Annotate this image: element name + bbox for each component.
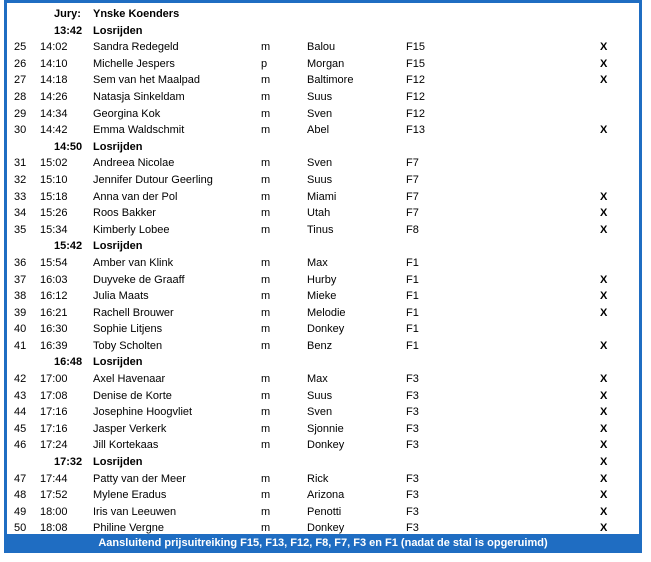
horse-name: Sven: [307, 157, 333, 170]
section-time: 14:50: [54, 140, 83, 153]
rider-name: Patty van der Meer: [93, 472, 186, 485]
section-label: Losrijden: [93, 356, 143, 369]
rider-number: 46: [14, 439, 27, 452]
mark-cell: X: [600, 57, 608, 70]
category-cell: m: [261, 505, 271, 518]
rider-number: 44: [14, 406, 27, 419]
rider-number: 28: [14, 90, 27, 103]
class-cell: F3: [406, 439, 419, 452]
mark-cell: X: [600, 422, 608, 435]
section-label: Losrijden: [93, 456, 143, 469]
start-time: 16:21: [40, 306, 68, 319]
jury-label: Jury:: [54, 8, 81, 20]
start-time: 15:54: [40, 256, 68, 269]
rider-number: 37: [14, 273, 27, 286]
start-time: 17:08: [40, 389, 68, 402]
horse-name: Suus: [307, 389, 333, 402]
rider-number: 50: [14, 522, 27, 535]
section-time: 15:42: [54, 240, 83, 253]
footer-banner: Aansluitend prijsuitreiking F15, F13, F12, F8, F7, F3 en F1 (nadat de stal is opgeruimd): [4, 534, 642, 553]
table-row: [14, 172, 646, 189]
rider-name: Andreea Nicolae: [93, 157, 175, 170]
horse-name: Sven: [307, 107, 333, 120]
rider-name: Michelle Jespers: [93, 57, 175, 70]
mark-cell: X: [600, 439, 608, 452]
mark-cell: X: [600, 190, 608, 203]
start-time: 16:39: [40, 339, 68, 352]
table-row: [14, 106, 646, 123]
section-header-row: [14, 139, 646, 156]
mark-cell: X: [600, 406, 608, 419]
horse-name: Hurby: [307, 273, 337, 286]
mark-cell: X: [600, 489, 608, 502]
table-row: [14, 487, 646, 504]
class-cell: F7: [406, 173, 419, 186]
table-row: [14, 305, 646, 322]
rider-name: Denise de Korte: [93, 389, 172, 402]
table-row: [14, 222, 646, 239]
start-time: 16:03: [40, 273, 68, 286]
rider-number: 49: [14, 505, 27, 518]
horse-name: Suus: [307, 90, 333, 103]
horse-name: Morgan: [307, 57, 345, 70]
rider-number: 25: [14, 41, 27, 54]
class-cell: F3: [406, 389, 419, 402]
rider-name: Natasja Sinkeldam: [93, 90, 185, 103]
class-cell: F7: [406, 157, 419, 170]
mark-cell: X: [600, 74, 608, 87]
section-header-row: [14, 354, 646, 371]
rider-number: 27: [14, 74, 27, 87]
mark-cell: X: [600, 223, 608, 236]
rider-name: Toby Scholten: [93, 339, 163, 352]
category-cell: m: [261, 107, 271, 120]
class-cell: F1: [406, 273, 419, 286]
horse-name: Penotti: [307, 505, 342, 518]
section-header-row: [14, 454, 646, 471]
table-row: [14, 39, 646, 56]
horse-name: Rick: [307, 472, 329, 485]
rider-name: Axel Havenaar: [93, 373, 166, 386]
start-time: 17:52: [40, 489, 68, 502]
rider-name: Emma Waldschmit: [93, 124, 185, 137]
start-time: 14:18: [40, 74, 68, 87]
start-time: 17:00: [40, 373, 68, 386]
class-cell: F12: [406, 74, 425, 87]
class-cell: F1: [406, 323, 419, 336]
start-time: 14:26: [40, 90, 68, 103]
horse-name: Benz: [307, 339, 333, 352]
mark-cell: X: [600, 339, 608, 352]
category-cell: m: [261, 207, 271, 220]
class-cell: F3: [406, 522, 419, 535]
start-time: 18:08: [40, 522, 68, 535]
horse-name: Suus: [307, 173, 333, 186]
jury-row: [14, 6, 646, 23]
table-row: [14, 72, 646, 89]
start-time: 15:26: [40, 207, 68, 220]
rider-number: 43: [14, 389, 27, 402]
category-cell: m: [261, 306, 271, 319]
category-cell: m: [261, 273, 271, 286]
rider-name: Jill Kortekaas: [93, 439, 159, 452]
category-cell: m: [261, 389, 271, 402]
mark-cell: X: [600, 124, 608, 137]
class-cell: F7: [406, 190, 419, 203]
mark-cell: X: [600, 290, 608, 303]
category-cell: m: [261, 472, 271, 485]
rider-name: Iris van Leeuwen: [93, 505, 177, 518]
table-row: [14, 437, 646, 454]
table-row: [14, 504, 646, 521]
class-cell: F3: [406, 373, 419, 386]
category-cell: m: [261, 256, 271, 269]
rider-number: 31: [14, 157, 27, 170]
start-time: 17:16: [40, 406, 68, 419]
table-row: [14, 421, 646, 438]
rider-name: Amber van Klink: [93, 256, 174, 269]
rider-number: 38: [14, 290, 27, 303]
mark-cell: X: [600, 273, 608, 286]
rider-name: Duyveke de Graaff: [93, 273, 185, 286]
category-cell: m: [261, 124, 271, 137]
start-time: 15:34: [40, 223, 68, 236]
category-cell: m: [261, 90, 271, 103]
table-row: [14, 122, 646, 139]
category-cell: m: [261, 323, 271, 336]
rider-number: 35: [14, 223, 27, 236]
section-label: Losrijden: [93, 140, 143, 153]
rider-number: 41: [14, 339, 27, 352]
category-cell: m: [261, 74, 271, 87]
class-cell: F13: [406, 124, 425, 137]
rider-name: Mylene Eradus: [93, 489, 167, 502]
table-row: [14, 338, 646, 355]
category-cell: m: [261, 41, 271, 54]
horse-name: Mieke: [307, 290, 337, 303]
horse-name: Utah: [307, 207, 331, 220]
table-row: [14, 255, 646, 272]
category-cell: m: [261, 190, 271, 203]
table-row: [14, 321, 646, 338]
schedule-frame: [4, 0, 642, 550]
section-header-row: [14, 23, 646, 40]
section-label: Losrijden: [93, 240, 143, 253]
mark-cell: X: [600, 472, 608, 485]
rider-number: 26: [14, 57, 27, 70]
rider-number: 36: [14, 256, 27, 269]
table-row: [14, 189, 646, 206]
rider-number: 32: [14, 173, 27, 186]
table-row: [14, 388, 646, 405]
start-time: 16:12: [40, 290, 68, 303]
rider-name: Roos Bakker: [93, 207, 156, 220]
table-row: [14, 56, 646, 73]
mark-cell: X: [600, 207, 608, 220]
rider-number: 29: [14, 107, 27, 120]
category-cell: m: [261, 373, 271, 386]
start-time: 16:30: [40, 323, 68, 336]
rider-name: Kimberly Lobee: [93, 223, 170, 236]
mark-cell: X: [600, 41, 608, 54]
horse-name: Abel: [307, 124, 330, 137]
start-time: 17:44: [40, 472, 68, 485]
category-cell: p: [261, 57, 268, 70]
jury-name: Ynske Koenders: [93, 8, 180, 20]
class-cell: F15: [406, 41, 425, 54]
horse-name: Max: [307, 256, 328, 269]
class-cell: F12: [406, 90, 425, 103]
horse-name: Tinus: [307, 223, 334, 236]
rider-number: 30: [14, 124, 27, 137]
horse-name: Balou: [307, 41, 336, 54]
section-time: 16:48: [54, 356, 83, 369]
section-time: 13:42: [54, 24, 83, 37]
start-time: 15:18: [40, 190, 68, 203]
start-time: 17:16: [40, 422, 68, 435]
horse-name: Sjonnie: [307, 422, 344, 435]
rider-name: Rachell Brouwer: [93, 306, 174, 319]
rider-name: Jennifer Dutour Geerling: [93, 173, 213, 186]
class-cell: F1: [406, 290, 419, 303]
rider-name: Philine Vergne: [93, 522, 164, 535]
horse-name: Max: [307, 373, 328, 386]
class-cell: F3: [406, 422, 419, 435]
rider-name: Anna van der Pol: [93, 190, 178, 203]
table-row: [14, 89, 646, 106]
rider-number: 47: [14, 472, 27, 485]
class-cell: F7: [406, 207, 419, 220]
rider-number: 39: [14, 306, 27, 319]
schedule-table: [14, 6, 646, 537]
table-row: [14, 205, 646, 222]
start-time: 14:02: [40, 41, 68, 54]
table-row: [14, 404, 646, 421]
category-cell: m: [261, 339, 271, 352]
category-cell: m: [261, 439, 271, 452]
horse-name: Arizona: [307, 489, 345, 502]
class-cell: F8: [406, 223, 419, 236]
start-time: 14:10: [40, 57, 68, 70]
rider-number: 42: [14, 373, 27, 386]
class-cell: F3: [406, 472, 419, 485]
rider-name: Sandra Redegeld: [93, 41, 179, 54]
category-cell: m: [261, 290, 271, 303]
horse-name: Baltimore: [307, 74, 354, 87]
table-row: [14, 471, 646, 488]
rider-number: 34: [14, 207, 27, 220]
horse-name: Miami: [307, 190, 337, 203]
table-row: [14, 288, 646, 305]
mark-cell: X: [600, 522, 608, 535]
section-label: Losrijden: [93, 24, 143, 37]
section-header-row: [14, 238, 646, 255]
mark-cell: X: [600, 389, 608, 402]
start-time: 14:42: [40, 124, 68, 137]
category-cell: m: [261, 489, 271, 502]
horse-name: Donkey: [307, 439, 345, 452]
class-cell: F1: [406, 306, 419, 319]
class-cell: F15: [406, 57, 425, 70]
rider-name: Julia Maats: [93, 290, 149, 303]
class-cell: F1: [406, 339, 419, 352]
rider-number: 33: [14, 190, 27, 203]
mark-cell: X: [600, 505, 608, 518]
table-row: [14, 371, 646, 388]
category-cell: m: [261, 522, 271, 535]
rider-number: 45: [14, 422, 27, 435]
rider-name: Sophie Litjens: [93, 323, 163, 336]
table-row: [14, 272, 646, 289]
horse-name: Melodie: [307, 306, 346, 319]
rider-number: 48: [14, 489, 27, 502]
rider-number: 40: [14, 323, 27, 336]
start-time: 18:00: [40, 505, 68, 518]
class-cell: F3: [406, 505, 419, 518]
category-cell: m: [261, 157, 271, 170]
table-row: [14, 155, 646, 172]
start-time: 15:02: [40, 157, 68, 170]
horse-name: Sven: [307, 406, 333, 419]
rider-name: Jasper Verkerk: [93, 422, 167, 435]
horse-name: Donkey: [307, 522, 345, 535]
horse-name: Donkey: [307, 323, 345, 336]
start-time: 15:10: [40, 173, 68, 186]
class-cell: F3: [406, 406, 419, 419]
mark-cell: X: [600, 306, 608, 319]
category-cell: m: [261, 173, 271, 186]
rider-name: Sem van het Maalpad: [93, 74, 201, 87]
category-cell: m: [261, 223, 271, 236]
start-time: 17:24: [40, 439, 68, 452]
rider-name: Georgina Kok: [93, 107, 161, 120]
mark-cell: X: [600, 373, 608, 386]
class-cell: F12: [406, 107, 425, 120]
class-cell: F3: [406, 489, 419, 502]
start-time: 14:34: [40, 107, 68, 120]
section-time: 17:32: [54, 456, 83, 469]
category-cell: m: [261, 422, 271, 435]
mark-cell: X: [600, 456, 608, 469]
category-cell: m: [261, 406, 271, 419]
rider-name: Josephine Hoogvliet: [93, 406, 193, 419]
class-cell: F1: [406, 256, 419, 269]
